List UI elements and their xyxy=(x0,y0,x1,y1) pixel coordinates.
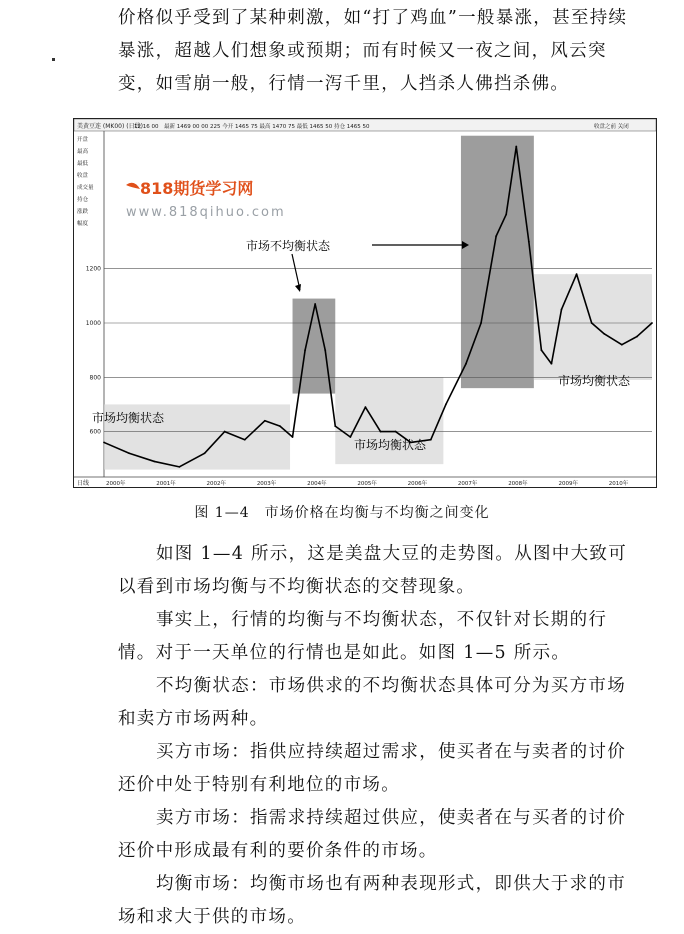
watermark-logo-text: 818期货学习网 xyxy=(140,179,254,198)
body-paragraph: 如图 1—4 所示，这是美盘大豆的走势图。从图中大致可以看到市场均衡与不均衡状态的交替现象。 xyxy=(118,544,627,597)
price-point xyxy=(603,333,605,335)
price-point xyxy=(224,431,226,433)
imbalance-region xyxy=(461,136,534,388)
arrow-to-first-imbalance xyxy=(292,254,300,290)
price-point xyxy=(314,303,316,305)
price-point xyxy=(651,322,653,324)
y-tick-label: 1000 xyxy=(85,320,101,327)
sidebar-label: 开盘 xyxy=(77,137,89,143)
x-tick-label: 2000年 xyxy=(106,481,126,487)
x-tick-label: 2002年 xyxy=(206,481,227,487)
sidebar-label: 收盘 xyxy=(77,173,89,179)
price-point xyxy=(540,349,542,351)
x-tick-label: 2007年 xyxy=(457,481,478,487)
chart-header-values: 12 16 00 最新 1469 00 00 225 今开 1465 75 最高 1470 75 最低 1465 50 持仓 1465 50 xyxy=(134,124,370,130)
annotation-balance-2: 市场均衡状态 xyxy=(354,438,427,452)
watermark-logo xyxy=(126,179,286,220)
y-tick-label: 1200 xyxy=(85,265,101,273)
price-chart-svg xyxy=(74,119,656,487)
figure-chart xyxy=(73,118,657,488)
stray-mark xyxy=(52,58,55,61)
price-point xyxy=(445,404,447,406)
x-tick-label: 2005年 xyxy=(357,481,377,487)
sidebar-label: 幅度 xyxy=(77,221,89,227)
y-tick-label: 800 xyxy=(89,374,101,382)
price-point xyxy=(179,466,181,468)
chart-header-right: 收盘之前 关闭 xyxy=(594,124,629,130)
chart-sidebar xyxy=(77,135,94,227)
x-tick-label: 2009年 xyxy=(558,481,578,487)
price-point xyxy=(349,436,351,438)
watermark-url: www.818qihuo.com xyxy=(126,205,286,220)
x-tick-label: 2010年 xyxy=(608,481,629,487)
price-point xyxy=(515,146,517,148)
price-point xyxy=(204,452,206,454)
price-point xyxy=(128,452,130,454)
body-paragraph: 事实上，行情的均衡与不均衡状态，不仅针对长期的行情。对于一天单位的行情也是如此。如图 1—5 所示。 xyxy=(118,610,608,663)
x-tick-label: 2008年 xyxy=(508,481,528,487)
price-point xyxy=(153,461,155,463)
price-point xyxy=(103,442,105,444)
price-point xyxy=(395,431,397,433)
price-point xyxy=(334,425,336,427)
price-point xyxy=(244,439,246,441)
annotation-balance-1: 市场均衡状态 xyxy=(92,411,165,425)
sidebar-label: 最低 xyxy=(77,161,89,167)
price-point xyxy=(365,406,367,408)
price-point xyxy=(279,425,281,427)
body-paragraph: 不均衡状态：市场供求的不均衡状态具体可分为买方市场和卖方市场两种。 xyxy=(118,676,626,729)
body-paragraph: 卖方市场：指需求持续超过供应，使卖者在与买者的讨价还价中形成最有利的要价条件的市场。 xyxy=(118,808,626,861)
price-point xyxy=(495,235,497,237)
x-tick-label: 2003年 xyxy=(256,481,277,487)
price-point xyxy=(576,273,578,275)
chart-header-left: 美黄豆连 (MK00) (日线) xyxy=(77,123,143,130)
chart-footer-left: 日线 xyxy=(77,480,90,487)
top-paragraph: 价格似乎受到了某种刺激，如“打了鸡血”一般暴涨，甚至持续暴涨，超越人们想象或预期；而有时候又一夜之间，风云突变，如雪崩一般，行情一泻千里，人挡杀人佛挡杀佛。 xyxy=(118,8,628,94)
x-tick-label: 2006年 xyxy=(407,481,428,487)
price-point xyxy=(561,309,563,311)
x-tick-label: 2001年 xyxy=(156,481,176,487)
price-point xyxy=(551,363,553,365)
price-point xyxy=(528,241,530,243)
figure-caption: 图 1—4 市场价格在均衡与不均衡之间变化 xyxy=(194,505,490,521)
x-tick-label: 2004年 xyxy=(307,481,327,487)
price-point xyxy=(430,439,432,441)
sidebar-label: 成交量 xyxy=(77,185,94,191)
annotation-imbalance: 市场不均衡状态 xyxy=(246,239,331,253)
annotation-balance-3: 市场均衡状态 xyxy=(558,374,631,388)
price-point xyxy=(324,349,326,351)
price-point xyxy=(480,322,482,324)
price-point xyxy=(465,363,467,365)
body-paragraph: 买方市场：指供应持续超过需求，使买者在与卖者的讨价还价中处于特别有利地位的市场。 xyxy=(118,742,626,795)
y-tick-label: 600 xyxy=(89,428,101,436)
price-point xyxy=(304,349,306,351)
price-point xyxy=(621,344,623,346)
price-point xyxy=(505,214,507,216)
price-point xyxy=(591,322,593,324)
sidebar-label: 最高 xyxy=(77,149,89,155)
price-point xyxy=(380,431,382,433)
price-point xyxy=(292,436,294,438)
sidebar-label: 涨跌 xyxy=(77,209,89,215)
price-point xyxy=(636,336,638,338)
sidebar-label: 持仓 xyxy=(77,197,89,203)
body-paragraph: 均衡市场：均衡市场也有两种表现形式，即供大于求的市场和求大于供的市场。 xyxy=(118,874,626,927)
body-text xyxy=(118,538,643,934)
arrow-head-icon xyxy=(295,284,301,292)
x-tick-labels xyxy=(106,479,629,487)
price-point xyxy=(264,420,266,422)
logo-swoosh-icon xyxy=(126,183,140,189)
